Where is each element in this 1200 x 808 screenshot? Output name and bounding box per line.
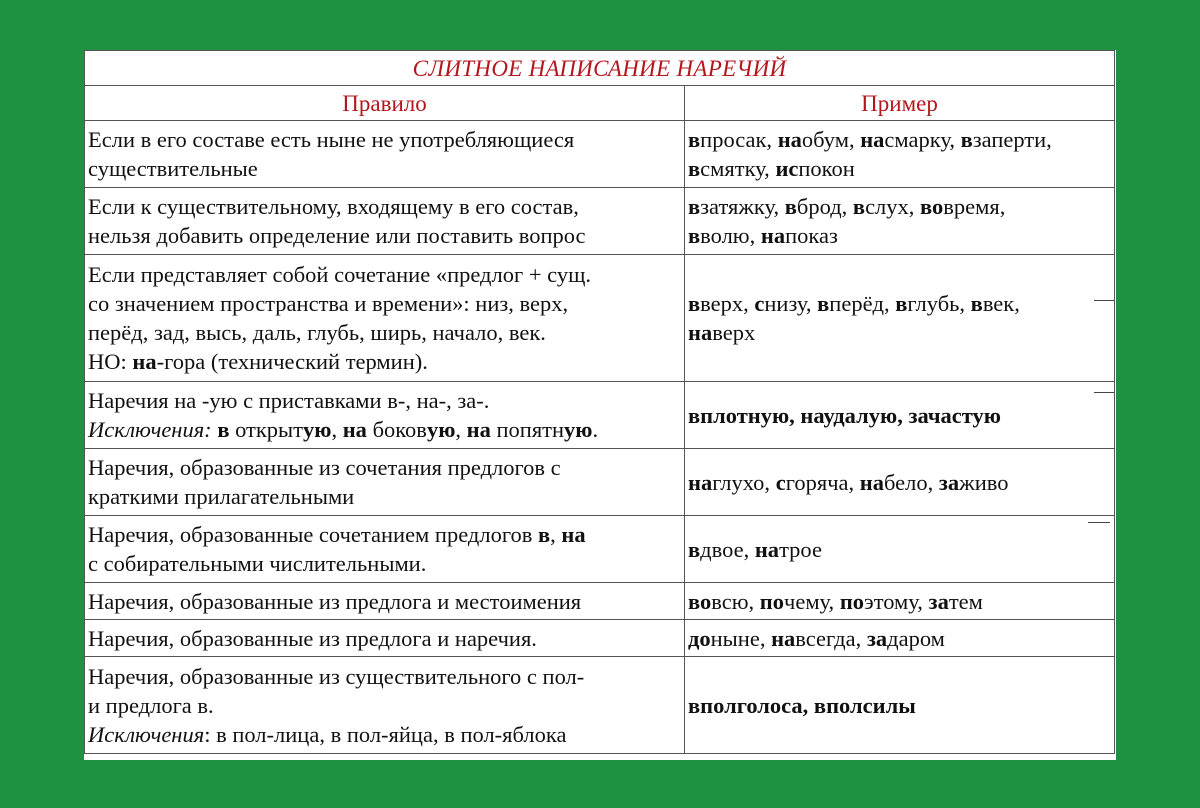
text-segment: в xyxy=(217,417,230,442)
text-segment: Наречия, образованные из сочетания предлогов с xyxy=(88,455,561,480)
text-segment: , xyxy=(550,522,562,547)
text-segment: на xyxy=(688,320,713,345)
text-segment: слух, xyxy=(865,194,921,219)
text-segment: во xyxy=(920,194,944,219)
cell-line xyxy=(88,125,681,154)
table-row xyxy=(85,516,1115,583)
text-segment: показ xyxy=(785,223,838,248)
text-segment: за xyxy=(928,588,949,614)
text-segment: в xyxy=(688,223,701,248)
text-segment: Наречия, образованные из предлога и местоимения xyxy=(88,588,582,614)
cell-line xyxy=(88,260,681,289)
example-cell xyxy=(685,382,1115,449)
cell-line xyxy=(688,154,1111,183)
text-segment: на xyxy=(860,127,885,152)
text-segment: Если к существительному, входящему в его состав, xyxy=(88,194,579,219)
text-segment: затяжку, xyxy=(700,194,785,219)
text-segment: этому, xyxy=(864,588,929,614)
text-segment: боков xyxy=(366,417,427,442)
text-segment: в xyxy=(852,194,866,219)
rule-cell xyxy=(85,121,685,188)
text-segment: трое xyxy=(779,536,822,562)
text-segment: Наречия, образованные из предлога и наречия. xyxy=(88,625,537,651)
table-title: СЛИТНОЕ НАПИСАНИЕ НАРЕЧИЙ xyxy=(85,51,1115,86)
text-segment: глубь, xyxy=(907,291,971,316)
example-cell xyxy=(685,583,1115,620)
rule-cell xyxy=(85,516,685,583)
cell-line xyxy=(88,587,681,616)
text-segment: в xyxy=(784,194,797,219)
text-segment: за xyxy=(866,625,888,651)
text-segment: в xyxy=(960,127,973,152)
text-segment: горяча, xyxy=(785,469,860,495)
text-segment: в xyxy=(688,156,701,181)
text-segment: на xyxy=(132,349,157,374)
cell-line xyxy=(88,386,681,415)
text-segment: век, xyxy=(982,291,1020,316)
text-segment: ую xyxy=(564,417,593,442)
text-segment: смятку, xyxy=(700,156,776,181)
cell-line xyxy=(688,221,1111,250)
cell-line xyxy=(688,691,1111,720)
text-segment: по xyxy=(839,588,865,614)
text-segment: обум, xyxy=(801,127,861,152)
text-segment: Наречия, образованные сочетанием предлогов xyxy=(88,522,538,547)
text-segment: верх, xyxy=(700,291,755,316)
text-segment: верх xyxy=(712,320,756,345)
text-segment: в xyxy=(688,127,701,152)
table-row xyxy=(85,255,1115,382)
text-segment: глухо, xyxy=(712,469,776,495)
text-segment: чему, xyxy=(784,588,840,614)
text-segment: смарку, xyxy=(884,127,961,152)
text-segment: . xyxy=(592,417,599,442)
text-segment: в xyxy=(688,194,701,219)
text-segment: даром xyxy=(887,625,945,651)
cell-line xyxy=(88,720,681,749)
example-cell xyxy=(685,449,1115,516)
text-segment: волю, xyxy=(700,223,761,248)
text-segment: на xyxy=(466,417,491,442)
text-segment: всегда, xyxy=(795,625,867,651)
cell-line xyxy=(88,347,681,376)
example-cell xyxy=(685,255,1115,382)
cell-line xyxy=(688,535,1111,564)
cell-line xyxy=(688,318,1111,347)
cell-line xyxy=(688,289,1111,318)
text-segment: с xyxy=(754,291,765,316)
example-cell xyxy=(685,516,1115,583)
text-segment: вплотную, наудалую, зачастую xyxy=(688,402,1001,428)
text-segment: в xyxy=(895,291,908,316)
text-segment: , xyxy=(331,417,343,442)
text-segment: Исключения: xyxy=(88,417,212,442)
text-segment: на xyxy=(561,522,586,547)
text-segment: по xyxy=(759,588,785,614)
header-rule: Правило xyxy=(85,86,685,121)
text-segment: до xyxy=(688,625,711,651)
text-segment: НО: xyxy=(88,349,133,374)
document-sheet xyxy=(84,50,1116,760)
rule-cell xyxy=(85,188,685,255)
text-segment: заперти, xyxy=(972,127,1052,152)
text-segment: в xyxy=(817,291,830,316)
cell-line xyxy=(688,624,1111,653)
text-segment: со значением пространства и времени»: низ, верх, xyxy=(88,291,569,316)
text-segment: двое, xyxy=(700,536,755,562)
rule-cell xyxy=(85,382,685,449)
cell-line xyxy=(88,624,681,653)
edge-rule-mark xyxy=(1094,392,1114,393)
table-row xyxy=(85,121,1115,188)
text-segment: просак, xyxy=(700,127,778,152)
text-segment: живо xyxy=(959,469,1009,495)
text-segment: : в пол-лица, в пол-яйца, в пол-яблока xyxy=(204,721,567,747)
rule-cell xyxy=(85,449,685,516)
adverb-rules-table xyxy=(84,50,1115,754)
example-cell xyxy=(685,188,1115,255)
text-segment: брод, xyxy=(796,194,853,219)
text-segment: на xyxy=(760,223,786,248)
text-segment: покон xyxy=(798,156,855,181)
cell-line xyxy=(88,520,681,549)
cell-line xyxy=(88,192,681,221)
table-row xyxy=(85,657,1115,754)
text-segment: в xyxy=(688,291,701,316)
text-segment: существительные xyxy=(88,156,258,181)
text-segment: ныне, xyxy=(710,625,772,651)
table-row xyxy=(85,382,1115,449)
cell-line xyxy=(88,482,681,511)
cell-line xyxy=(688,587,1111,616)
text-segment: вполголоса, вполсилы xyxy=(688,692,916,718)
table-row xyxy=(85,188,1115,255)
text-segment: Если в его составе есть ныне не употребляющиеся xyxy=(88,127,575,152)
cell-line xyxy=(688,192,1111,221)
text-segment: Исключения xyxy=(88,721,205,747)
text-segment: на xyxy=(859,469,884,495)
text-segment: всю, xyxy=(711,588,760,614)
text-segment: на xyxy=(342,417,367,442)
cell-line xyxy=(88,549,681,578)
rule-cell xyxy=(85,620,685,657)
cell-line xyxy=(88,154,681,183)
text-segment: и предлога в. xyxy=(88,692,214,718)
text-segment: Наречия на -ую с приставками в-, на-, за-. xyxy=(88,388,490,413)
text-segment: в xyxy=(970,291,983,316)
table-header-row xyxy=(85,86,1115,121)
text-segment: во xyxy=(688,588,712,614)
cell-line xyxy=(88,289,681,318)
text-segment: на xyxy=(688,469,713,495)
text-segment: на xyxy=(754,536,780,562)
rule-cell xyxy=(85,255,685,382)
text-segment: Наречия, образованные из существительного с пол- xyxy=(88,663,585,689)
edge-rule-mark xyxy=(1094,300,1114,301)
cell-line xyxy=(88,318,681,347)
text-segment: в xyxy=(538,522,551,547)
example-cell xyxy=(685,121,1115,188)
text-segment: тем xyxy=(948,588,983,614)
text-segment: низу, xyxy=(764,291,818,316)
cell-line xyxy=(88,453,681,482)
text-segment: за xyxy=(938,469,960,495)
cell-line xyxy=(88,691,681,720)
edge-rule-mark xyxy=(1088,522,1110,523)
text-segment: попятн xyxy=(490,417,565,442)
text-segment: нельзя добавить определение или поставить вопрос xyxy=(88,223,586,248)
text-segment: ую xyxy=(426,417,456,442)
example-cell xyxy=(685,657,1115,754)
text-segment: перёд, зад, высь, даль, глубь, ширь, начало, век. xyxy=(88,320,546,345)
text-segment: ую xyxy=(303,417,332,442)
table-title-row xyxy=(85,51,1115,86)
text-segment: в xyxy=(688,536,701,562)
cell-line xyxy=(688,401,1111,430)
cell-line xyxy=(88,415,681,444)
text-segment: Если представляет собой сочетание «предлог + сущ. xyxy=(88,262,592,287)
text-segment: краткими прилагательными xyxy=(88,484,355,509)
text-segment: на xyxy=(771,625,796,651)
text-segment: на xyxy=(777,127,802,152)
text-segment: -гора (технический термин). xyxy=(156,349,428,374)
table-row xyxy=(85,449,1115,516)
header-example: Пример xyxy=(685,86,1115,121)
table-row xyxy=(85,583,1115,620)
table-row xyxy=(85,620,1115,657)
text-segment: открыт xyxy=(229,417,304,442)
cell-line xyxy=(88,221,681,250)
cell-line xyxy=(688,125,1111,154)
text-segment: , xyxy=(455,417,467,442)
example-cell xyxy=(685,620,1115,657)
cell-line xyxy=(88,662,681,691)
text-segment: бело, xyxy=(883,469,939,495)
text-segment: с xyxy=(775,469,786,495)
text-segment: время, xyxy=(943,194,1006,219)
text-segment: с собирательными числительными. xyxy=(88,551,427,576)
rule-cell xyxy=(85,657,685,754)
rule-cell xyxy=(85,583,685,620)
text-segment: перёд, xyxy=(829,291,896,316)
cell-line xyxy=(688,468,1111,497)
text-segment: ис xyxy=(775,156,799,181)
